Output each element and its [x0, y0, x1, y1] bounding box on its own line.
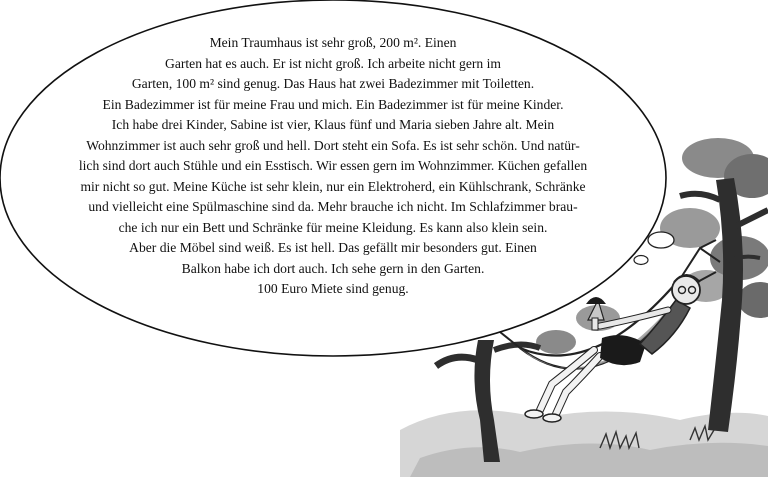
text-line: Wohnzimmer ist auch sehr groß und hell. Dort steht ein Sofa. Es ist sehr schön. Und natür- [86, 137, 580, 153]
text-line: Mein Traumhaus ist sehr groß, 200 m². Einen [209, 35, 457, 50]
text-line: Aber die Möbel sind weiß. Es ist hell. Das gefällt mir besonders gut. Einen [129, 240, 537, 255]
text-line: Ich habe drei Kinder, Sabine ist vier, Klaus fünf und Maria sieben Jahre alt. Mein [111, 117, 555, 132]
bubble-text [0, 33, 666, 300]
text-line: und vielleicht eine Spülmaschine sind da. Mehr brauche ich nicht. Im Schlafzimmer brau- [88, 199, 578, 214]
text-line: mir nicht so gut. Meine Küche ist sehr klein, nur ein Elektroherd, ein Kühlschrank, Schränke [80, 178, 586, 194]
text-line: Ein Badezimmer ist für meine Frau und mich. Ein Badezimmer ist für meine Kinder. [102, 96, 564, 112]
text-line: 100 Euro Miete sind genug. [257, 281, 409, 296]
text-line: che ich nur ein Bett und Schränke für meine Kleidung. Es kann also klein sein. [118, 219, 548, 235]
text-line: lich sind dort auch Stühle und ein Esstisch. Wir essen gern im Wohnzimmer. Küchen gefallen [78, 158, 588, 173]
text-line: Garten, 100 m² sind genug. Das Haus hat zwei Badezimmer mit Toiletten. [131, 76, 535, 91]
text-line: Garten hat es auch. Er ist nicht groß. Ich arbeite nicht gern im [165, 55, 501, 71]
text-line: Balkon habe ich dort auch. Ich sehe gern in den Garten. [181, 260, 485, 276]
